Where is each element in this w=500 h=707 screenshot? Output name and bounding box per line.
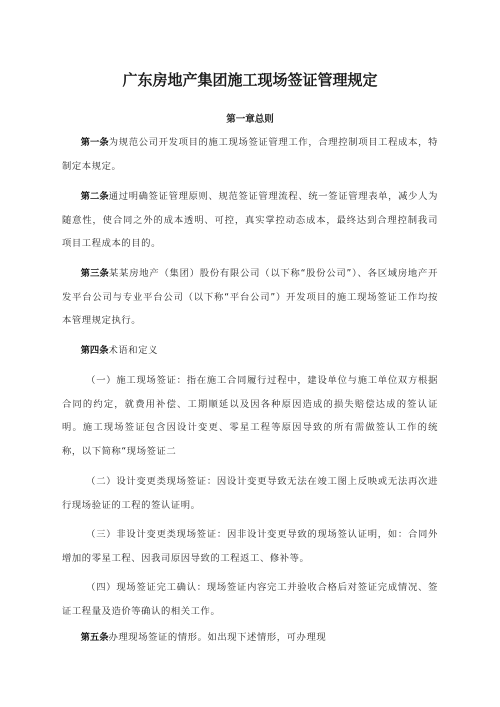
article-5-lead: 第五条 [80, 632, 109, 643]
chapter-heading: 第一章总则 [226, 114, 274, 125]
article-5-text: 办理现场签证的情形。如出现下述情形，可办理现 [108, 632, 327, 643]
article-4-text: 术语和定义 [108, 345, 158, 356]
article-1 [62, 131, 438, 178]
article-1-text: 为规范公司开发项目的施工现场签证管理工作，合理控制项目工程成本，特制定本规定。 [62, 137, 438, 172]
article-1-lead: 第一条 [80, 137, 109, 148]
article-2-text: 通过明确签证管理原则、规范签证管理流程、统一签证管理表单，减少人为随意性，使合同之外的成本透明、可控，真实掌控动态成本，最终达到合理控制我司项目工程成本的目的。 [62, 191, 438, 249]
article-2-lead: 第二条 [80, 191, 109, 202]
definition-4: （四）现场签证完工确认：现场签证内容完工并验收合格后对签证完成情况、签证工程量及造价等确认的相关工作。 [62, 582, 438, 617]
article-4 [62, 339, 438, 363]
article-5 [62, 626, 438, 650]
article-2 [62, 185, 438, 256]
article-3 [62, 262, 438, 333]
document-title: 广东房地产集团施工现场签证管理规定 [122, 71, 378, 89]
definition-3: （三）非设计变更类现场签证：因非设计变更导致的现场签认证明，如：合同外增加的零星工程、因我司原因导致的工程返工、修补等。 [62, 529, 438, 564]
definition-2: （二）设计变更类现场签证：因设计变更导致无法在竣工图上反映或无法再次进行现场验证的工程的签认证明。 [62, 476, 438, 511]
article-3-text: 某某房地产（集团）股份有限公司（以下称“股份公司”）、各区域房地产开发平台公司与专业平台公司（以下称“平台公司”）开发项目的施工现场签证工作均按本管理规定执行。 [62, 268, 438, 326]
definition-1: （一）施工现场签证：指在施工合同履行过程中，建设单位与施工单位双方根据合同的约定，就费用补偿、工期顺延以及因各种原因造成的损失赔偿达成的签认证明。施工现场签证包含因设计变更、零星工程等原因导致的所有需做签认工作的统称，以下简称“现场签证二 [62, 375, 438, 457]
article-3-lead: 第三条 [80, 268, 110, 279]
article-4-lead: 第四条 [80, 345, 109, 356]
